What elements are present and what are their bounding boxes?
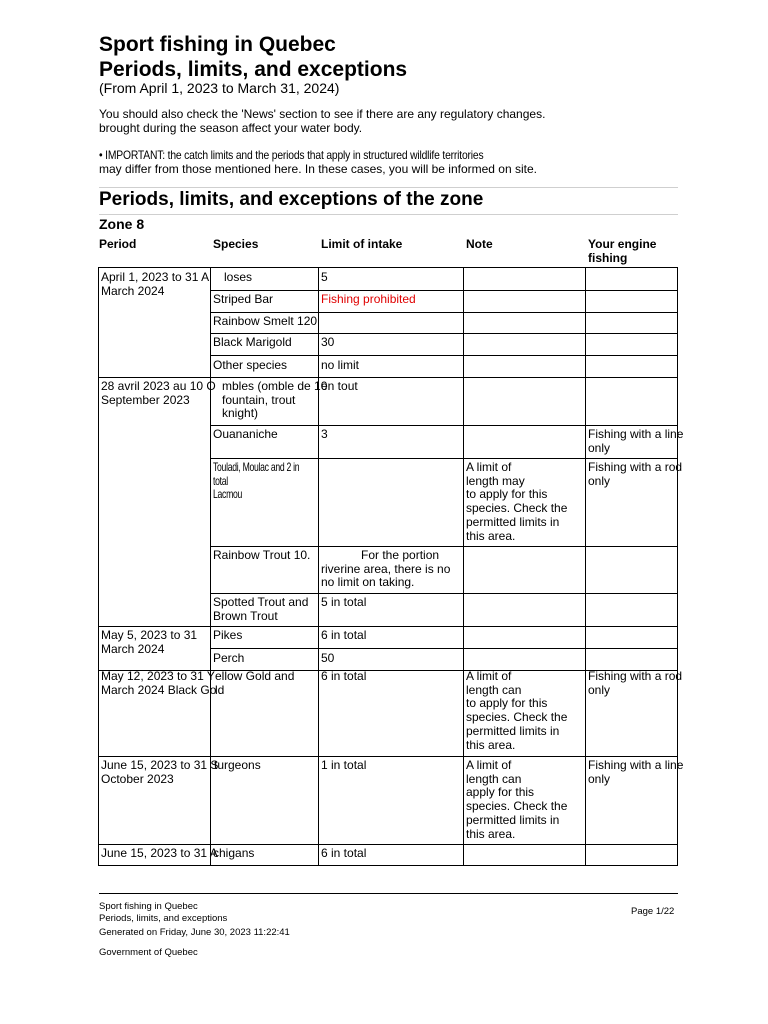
species-cell: Other species — [213, 358, 288, 372]
footer-divider — [99, 893, 678, 894]
engine-cell: Fishing with a line only — [588, 758, 684, 786]
section-title: Periods, limits, and exceptions of the zone — [99, 189, 484, 210]
species-cell — [211, 461, 341, 502]
notice-text: You should also check the 'News' section to see if there are any regulatory changes. — [99, 107, 546, 121]
footer-title: Sport fishing in Quebec — [99, 901, 198, 912]
table-border — [98, 377, 678, 378]
page-subtitle: Periods, limits, and exceptions — [99, 58, 408, 81]
column-header-note: Note — [466, 237, 493, 251]
limit-cell: 6 in total — [321, 669, 367, 683]
engine-cell: Fishing with a line only — [588, 427, 684, 455]
important-text: • IMPORTANT: the catch limits and the periods that apply in structured wildlife territories — [99, 148, 484, 162]
period-cell: 28 avril 2023 au 10 O September 2023 — [101, 379, 216, 407]
limit-cell: 3 — [321, 427, 328, 441]
limit-cell: 6 in total — [321, 846, 367, 860]
zone-title: Zone 8 — [99, 216, 145, 232]
period-cell: May 12, 2023 to 31 Y March 2024 Black Go — [101, 669, 217, 697]
column-header-limit: Limit of intake — [321, 237, 403, 251]
note-cell: A limit of length can apply for this species. Check the permitted limits in this area. — [466, 758, 568, 841]
note-cell: A limit of length can to apply for this species. Check the permitted limits in this area. — [466, 669, 568, 752]
table-border — [210, 593, 678, 594]
page-number: Page 1/22 — [631, 906, 675, 917]
footer-subtitle: Periods, limits, and exceptions — [99, 913, 228, 924]
species-cell: Black Marigold — [213, 335, 292, 349]
column-header-period: Period — [99, 237, 137, 251]
species-cell: Perch — [213, 651, 245, 665]
limit-cell: Fishing prohibited — [321, 292, 416, 306]
column-header-engine: Your engine fishing — [588, 237, 657, 265]
table-border — [98, 626, 678, 627]
table-border — [98, 865, 678, 866]
note-cell: A limit of length may to apply for this species. Check the permitted limits in this area. — [466, 460, 568, 543]
limit-cell: no limit — [321, 358, 360, 372]
footer-government: Government of Quebec — [99, 947, 198, 958]
species-cell: mbles (omble de 10 fountain, trout knight) — [222, 379, 328, 421]
table-border — [98, 756, 678, 757]
limit-cell: 30 — [321, 335, 335, 349]
limit-cell: 5 in total — [321, 595, 367, 609]
species-cell: Striped Bar — [213, 292, 274, 306]
period-cell: April 1, 2023 to 31 A March 2024 — [101, 270, 210, 298]
important-notice: may differ from those mentioned here. In these cases, you will be informed on site. — [99, 162, 537, 176]
period-cell: June 15, 2023 to 31 A — [101, 846, 218, 860]
species-cell: Ouananiche — [213, 427, 278, 441]
table-border — [210, 648, 678, 649]
column-header-species: Species — [213, 237, 259, 251]
period-cell: May 5, 2023 to 31 March 2024 — [101, 628, 198, 656]
limit-cell: 6 in total — [321, 628, 367, 642]
species-text: Touladi, Moulac and 2 in total Lacmou — [213, 460, 300, 502]
species-cell: ellow Gold and ld — [215, 669, 295, 697]
limit-cell: 1 in total — [321, 758, 367, 772]
species-cell: chigans — [213, 846, 255, 860]
table-border — [210, 458, 678, 459]
table-border — [210, 333, 678, 334]
notice-text: brought during the season affect your water body. — [99, 121, 363, 135]
engine-cell: Fishing with a rod only — [588, 669, 683, 697]
divider — [99, 214, 678, 215]
date-range: (From April 1, 2023 to March 31, 2024) — [99, 80, 340, 96]
engine-cell: Fishing with a rod only — [588, 460, 683, 488]
table-border — [210, 546, 678, 547]
footer-generated: Generated on Friday, June 30, 2023 11:22:41 — [99, 927, 290, 938]
period-cell: June 15, 2023 to 31 S October 2023 — [101, 758, 219, 786]
table-border — [210, 425, 678, 426]
limit-cell: 5 — [321, 270, 328, 284]
limit-cell: For the portion riverine area, there is no no limit on taking. — [321, 548, 451, 590]
species-cell: Rainbow Trout 10. — [213, 548, 311, 562]
species-cell: loses — [224, 270, 253, 284]
page-title: Sport fishing in Quebec — [99, 33, 336, 56]
limit-cell: 50 — [321, 651, 335, 665]
species-cell: Spotted Trout and Brown Trout — [213, 595, 309, 623]
species-cell: Rainbow Smelt 120 — [213, 314, 318, 328]
important-notice — [99, 148, 546, 162]
species-cell: Pikes — [213, 628, 243, 642]
table-border — [98, 844, 678, 845]
table-border — [98, 267, 678, 268]
table-border — [210, 355, 678, 356]
species-cell: turgeons — [214, 758, 261, 772]
table-border — [210, 312, 678, 313]
limit-cell: en tout — [321, 379, 358, 393]
